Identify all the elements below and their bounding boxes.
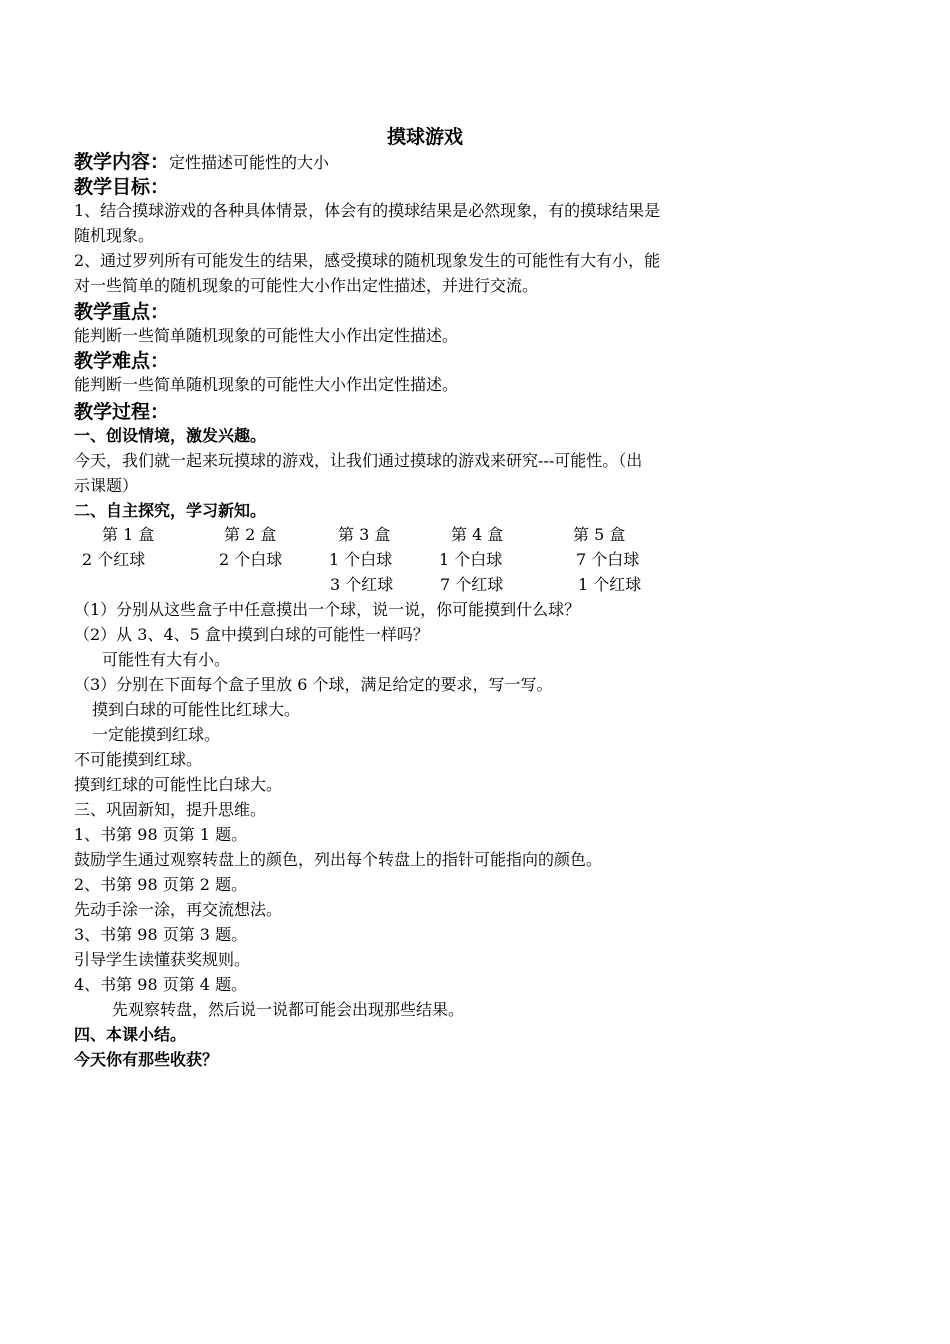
section-3-line-7: 4、书第 98 页第 4 题。 (74, 975, 248, 994)
section-4-heading: 四、本课小结。 (74, 1025, 187, 1044)
section-3-line-2: 鼓励学生通过观察转盘上的颜色，列出每个转盘上的指针可能指向的颜色。 (74, 850, 603, 869)
question-3-item-1: 摸到白球的可能性比红球大。 (92, 700, 301, 719)
box-2-name: 第 2 盒 (224, 525, 277, 544)
box-3-name: 第 3 盒 (338, 525, 391, 544)
box-4-row-2: 7 个红球 (440, 575, 504, 594)
question-3-item-2: 一定能摸到红球。 (92, 725, 221, 744)
question-3-item-3: 不可能摸到红球。 (74, 750, 203, 769)
section-1-line-2: 示课题） (74, 476, 139, 495)
box-2-row-1: 2 个白球 (219, 550, 283, 569)
box-5-name: 第 5 盒 (573, 525, 626, 544)
box-3-row-2: 3 个红球 (330, 575, 394, 594)
section-3-line-3: 2、书第 98 页第 2 题。 (74, 875, 248, 894)
question-1: （1）分别从这些盒子中任意摸出一个球，说一说，你可能摸到什么球？ (74, 600, 581, 619)
section-2-heading: 二、自主探究，学习新知。 (74, 501, 267, 520)
content-label: 教学内容： (74, 151, 170, 173)
question-2: （2）从 3、4、5 盒中摸到白球的可能性一样吗？ (74, 625, 429, 644)
section-3-heading: 三、巩固新知，提升思维。 (74, 800, 267, 819)
difficulty-label: 教学难点： (74, 350, 170, 372)
section-3-line-6: 引导学生读懂获奖规则。 (74, 950, 251, 969)
key-point-text: 能判断一些简单随机现象的可能性大小作出定性描述。 (74, 326, 459, 345)
section-3-line-4: 先动手涂一涂，再交流想法。 (74, 900, 283, 919)
box-3-row-1: 1 个白球 (329, 550, 393, 569)
process-label: 教学过程： (74, 401, 170, 423)
content-text: 定性描述可能性的大小 (169, 153, 330, 172)
content-row (74, 150, 329, 175)
question-3: （3）分别在下面每个盒子里放 6 个球，满足给定的要求，写一写。 (74, 675, 553, 694)
section-3-line-8: 先观察转盘，然后说一说都可能会出现那些结果。 (112, 1000, 465, 1019)
objective-1-line-2: 随机现象。 (74, 226, 155, 245)
key-point-label: 教学重点： (74, 301, 170, 323)
objectives-label: 教学目标： (74, 176, 170, 198)
section-1-line-1: 今天，我们就一起来玩摸球的游戏，让我们通过摸球的游戏来研究---可能性。（出 (74, 451, 643, 470)
box-4-row-1: 1 个白球 (439, 550, 503, 569)
section-3-line-5: 3、书第 98 页第 3 题。 (74, 925, 248, 944)
box-5-row-2: 1 个红球 (578, 575, 642, 594)
box-4-name: 第 4 盒 (451, 525, 504, 544)
section-1-heading: 一、创设情境，激发兴趣。 (74, 426, 267, 445)
box-1-name: 第 1 盒 (102, 525, 155, 544)
section-4-text: 今天你有那些收获？ (74, 1050, 219, 1069)
section-3-line-1: 1、书第 98 页第 1 题。 (74, 825, 248, 844)
objective-1-line-1: 1、结合摸球游戏的各种具体情景，体会有的摸球结果是必然现象，有的摸球结果是 (74, 201, 661, 220)
objective-2-line-2: 对一些简单的随机现象的可能性大小作出定性描述，并进行交流。 (74, 276, 539, 295)
box-1-row-1: 2 个红球 (82, 550, 146, 569)
question-2-answer: 可能性有大有小。 (102, 650, 231, 669)
question-3-item-4: 摸到红球的可能性比白球大。 (74, 775, 283, 794)
box-5-row-1: 7 个白球 (576, 550, 640, 569)
page-title: 摸球游戏 (386, 126, 463, 148)
objective-2-line-1: 2、通过罗列所有可能发生的结果，感受摸球的随机现象发生的可能性有大有小，能 (74, 251, 661, 270)
difficulty-text: 能判断一些简单随机现象的可能性大小作出定性描述。 (74, 375, 459, 394)
